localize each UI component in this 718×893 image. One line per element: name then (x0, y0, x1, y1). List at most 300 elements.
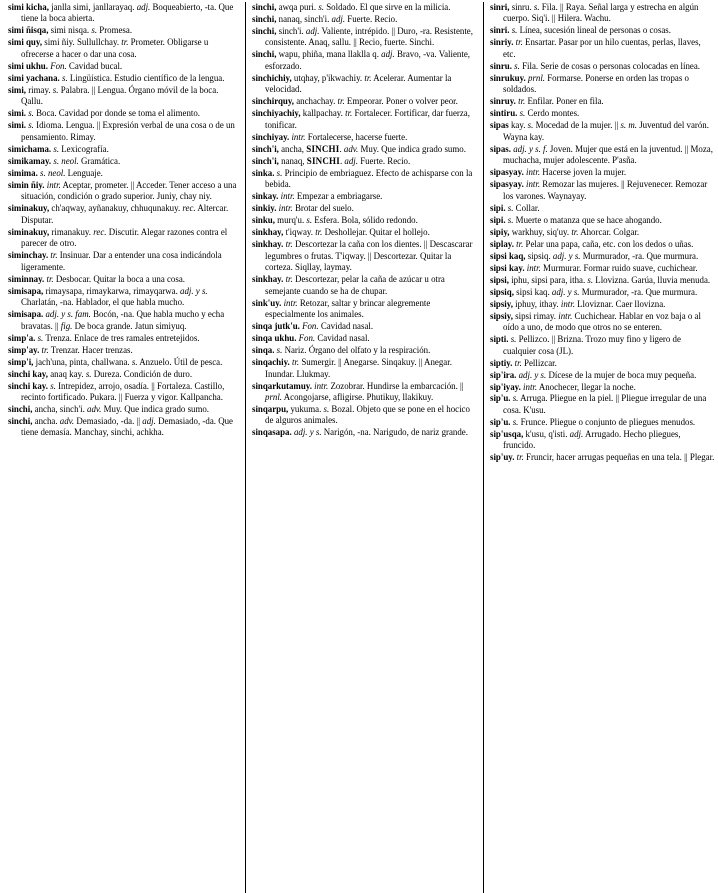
grammar-abbreviation: s. (62, 72, 68, 83)
headword: simisapa. (8, 309, 44, 320)
dictionary-entry (252, 168, 478, 191)
dictionary-entry (8, 61, 240, 72)
headword: simp'i, (8, 356, 34, 367)
definition-text: murq'u. (274, 215, 307, 226)
headword: sipas (490, 120, 509, 131)
grammar-abbreviation: s. (131, 356, 138, 367)
definition-text: Fila. || Raya. Señal larga y estrecha en algún cuerpo. Siq'i. || Hilera. Wachu. (503, 2, 699, 24)
dictionary-entry (8, 203, 240, 226)
headword: sinch'i, (252, 143, 279, 154)
dictionary-entry (490, 452, 715, 463)
definition-text: Descortezar la caña con los dientes. || Descascarar legumbres o frutas. T'iqway. || Descortezar. Quitar la corteza. Siqllay, laymay. (265, 239, 473, 273)
grammar-abbreviation: adv. (87, 403, 102, 414)
definition-text: Mocedad de la mujer. || (533, 120, 621, 131)
grammar-abbreviation: adv. (59, 415, 75, 426)
definition-text: Zozobrar. Hundirse la embarcación. || (328, 380, 464, 391)
grammar-abbreviation: adj. y s. (552, 250, 581, 261)
dictionary-entry (252, 132, 478, 143)
definition-text: Fuerte. Recio. (357, 155, 411, 166)
grammar-abbreviation: tr. (337, 96, 345, 107)
definition-text: rimay. (26, 84, 53, 95)
definition-text: Dureza. Condición de duro. (91, 368, 193, 379)
dictionary-entry (8, 37, 240, 60)
grammar-abbreviation: tr. (516, 452, 524, 463)
grammar-abbreviation: adj. (344, 155, 358, 166)
headword: sip'u. (490, 393, 511, 404)
grammar-abbreviation: s. neol. (53, 155, 79, 166)
dictionary-entry (252, 357, 478, 380)
headword: sipiy, (490, 226, 510, 237)
grammar-abbreviation: adj. y s. fam. (45, 309, 91, 320)
definition-text: Altercar. Disputar. (21, 203, 229, 225)
dictionary-entry (490, 203, 715, 214)
grammar-abbreviation: intr. (291, 131, 306, 142)
definition-text: Trenzar. Hacer trenzas. (48, 344, 133, 355)
headword: sinri. (490, 25, 510, 36)
dictionary-entry (490, 179, 715, 202)
definition-text: Bozal. Objeto que se pone en el hocico de alguros animales. (265, 403, 470, 426)
definition-text: Fila. Serie de cosas o personas colocadas en línea. (519, 60, 701, 71)
grammar-abbreviation: Fon. (50, 60, 67, 71)
dictionary-entry (490, 120, 715, 143)
grammar-abbreviation: tr. (571, 226, 579, 237)
dictionary-entry (490, 227, 715, 238)
definition-text: Pellizcar. (521, 357, 557, 368)
headword: simi, (8, 84, 26, 95)
definition-text: Llovizna. Garúa, lluvia menuda. (593, 274, 711, 285)
grammar-abbreviation: tr. (285, 274, 293, 285)
dictionary-entry (490, 287, 715, 298)
dictionary-entry (490, 61, 715, 72)
headword: simi. (8, 120, 26, 131)
definition-text: t'iqway. (283, 227, 316, 238)
definition-text: warkhuy, siq'uy. (509, 226, 572, 237)
headword: simi quy, (8, 37, 43, 48)
definition-text: Charlatán, -na. Hablador, el que habla mucho. (21, 297, 185, 308)
definition-text: Pelar una papa, caña, etc. con los dedos o uñas. (523, 238, 694, 249)
headword: sinchichiy, (252, 72, 292, 83)
dictionary-entry (252, 49, 478, 72)
dictionary-entry (8, 250, 240, 273)
dictionary-entry (490, 263, 715, 274)
definition-text: Bocón, -na. Que habla mucho y echa bravatas. || (21, 309, 225, 331)
grammar-abbreviation: intr. (283, 297, 298, 308)
headword: sinchi, (8, 403, 33, 414)
headword: sinkhay. (252, 239, 284, 250)
definition-text: Ensartar. Pasar por un hilo cuentas, perlas, llaves, etc. (503, 37, 701, 59)
definition-text: Murmurador, -ra. Que murmura. (579, 286, 698, 297)
definition-text: anchachay. (294, 96, 338, 107)
dictionary-entry (490, 358, 715, 369)
definition-text: Esfera. Bola, sólido redondo. (312, 215, 418, 226)
definition-text: Hacerse joven la mujer. (540, 167, 627, 178)
headword: sipsi, (490, 274, 509, 285)
definition-text: Arrugado. Hecho pliegues, fruncido. (503, 428, 681, 451)
dictionary-entry (252, 239, 478, 273)
grammar-abbreviation: adj. y s. (518, 369, 547, 380)
headword: simi ñisqa, (8, 25, 49, 36)
grammar-abbreviation: tr. (516, 238, 524, 249)
definition-text: Arruga. Pliegue en la piel. || Pliegue irregular de una cosa. K'usu. (503, 393, 707, 415)
dictionary-entry (252, 381, 478, 404)
grammar-abbreviation: s. (587, 274, 594, 285)
grammar-abbreviation: adj. (305, 25, 320, 36)
definition-text: Brotar del suelo. (292, 203, 354, 214)
headword: sinkhay, (252, 227, 284, 238)
headword: simin ñiy. (8, 179, 45, 190)
grammar-abbreviation: intr. (280, 191, 295, 202)
dictionary-entry (490, 144, 715, 167)
headword: sip'iyay. (490, 381, 521, 392)
grammar-abbreviation: adj. (142, 415, 156, 426)
definition-text: Pellizco. || Brizna. Trozo muy fino y ligero de cualquier cosa (JL). (503, 334, 681, 356)
headword: sinchi, (252, 13, 277, 24)
definition-text: Cavidad nasal. (318, 321, 374, 332)
grammar-abbreviation: tr. (291, 357, 300, 368)
definition-text: Empeorar. Poner o volver peor. (344, 96, 458, 107)
grammar-abbreviation: s. neol. (40, 167, 66, 178)
grammar-abbreviation: s. (53, 143, 60, 154)
grammar-abbreviation: adj. (381, 49, 395, 60)
dictionary-entry (252, 345, 478, 356)
dictionary-entry (490, 417, 715, 428)
headword: siplay. (490, 238, 514, 249)
grammar-abbreviation: tr. (315, 227, 323, 238)
definition-text: Línea, sucesión lineal de personas o cosas. (517, 25, 671, 36)
definition-text: Fortalecerse, hacerse fuerte. (305, 131, 408, 142)
definition-text: Anochecer, llegar la noche. (537, 381, 636, 392)
definition-text: Demasiado, -da. Que tiene demasía. Manchay, sinchi, achkha. (21, 415, 233, 438)
definition-text: Boqueabierto, -ta. Que tiene la boca abierta. (21, 2, 234, 24)
definition-text: Soldado. El que sirve en la milicia. (324, 2, 451, 12)
definition-text: Palabra. || Lengua. Órgano móvil de la boca. Qallu. (21, 84, 219, 107)
definition-text: simi nisqa. (48, 25, 92, 36)
grammar-abbreviation: rec. (93, 226, 107, 237)
headword: sinchi, (8, 415, 33, 426)
headword: sinqa ukhu. (252, 333, 297, 344)
definition-text: sinru. (509, 2, 534, 12)
definition-text: Enfilar. Poner en fila. (525, 96, 604, 107)
grammar-abbreviation: s. (276, 345, 283, 356)
dictionary-entry (8, 286, 240, 309)
dictionary-entry (490, 311, 715, 334)
definition-text: Collar. (513, 202, 540, 213)
grammar-abbreviation: tr. (46, 273, 54, 284)
dictionary-entry (8, 227, 240, 250)
definition-text: wapu, phiña, mana llaklla q. (276, 49, 382, 60)
headword: sip'ira. (490, 369, 517, 380)
definition-text: ch'aqway, ayñanakuy, chhuqunakuy. (49, 203, 183, 214)
headword: siminakuy, (8, 203, 50, 214)
definition-text: Dícese de la mujer de boca muy pequeña. (546, 369, 697, 380)
dictionary-entry (252, 14, 478, 25)
headword: sinqachiy. (252, 357, 290, 368)
definition-text: ancha, (278, 143, 307, 154)
dictionary-entry (252, 73, 478, 96)
headword: sinchi, (252, 25, 277, 36)
dictionary-entry (8, 2, 240, 25)
grammar-abbreviation: s. (323, 403, 330, 414)
dictionary-entry (490, 334, 715, 357)
definition-text: sipsiq. (525, 250, 553, 261)
dictionary-entry (252, 108, 478, 131)
dictionary-entry (8, 345, 240, 356)
dictionary-entry (490, 96, 715, 107)
headword: sinch'i, (252, 155, 279, 166)
headword: sipsiy, (490, 310, 513, 321)
grammar-abbreviation: s. (512, 416, 519, 427)
grammar-abbreviation: prnl. (265, 391, 283, 402)
definition-text: Juventud del varón. Wayna kay. (503, 120, 709, 142)
definition-text: Boca. Cavidad por donde se toma el alimento. (33, 108, 201, 119)
headword: sinriy. (490, 37, 514, 48)
dictionary-entry (252, 156, 478, 167)
definition-text: Muy. Que indica grado sumo. (101, 403, 210, 414)
grammar-abbreviation: tr. (515, 37, 523, 48)
dictionary-entry (8, 73, 240, 84)
grammar-abbreviation: s. (533, 2, 540, 12)
dictionary-entry (490, 2, 715, 25)
headword: sipi. (490, 202, 506, 213)
headword: sintiru. (490, 108, 518, 119)
headword: sinchiyachiy, (252, 108, 301, 119)
grammar-abbreviation: Fon. (302, 321, 319, 332)
dictionary-entry (490, 299, 715, 310)
grammar-abbreviation: s. (52, 84, 59, 95)
dictionary-entry (252, 203, 478, 214)
dictionary-entry (252, 321, 478, 332)
headword: simi kicha, (8, 2, 49, 12)
dictionary-entry (490, 37, 715, 60)
headword: sinkay. (252, 191, 279, 202)
dictionary-entry (490, 108, 715, 119)
definition-text: Deshollejar. Quitar el hollejo. (322, 227, 430, 238)
definition-text: Nariz. Órgano del olfato y la respiración. (282, 345, 431, 356)
headword: simima. (8, 167, 38, 178)
definition-text: Fortalecer. Fortificar, dar fuerza, tonificar. (265, 108, 470, 130)
headword: siminchay. (8, 250, 49, 261)
dictionary-entry (252, 26, 478, 49)
dictionary-entry (490, 215, 715, 226)
dictionary-entry (8, 357, 240, 368)
definition-text: yukuma. (288, 403, 324, 414)
dictionary-entry (8, 381, 240, 404)
definition-text: simi ñiy. Sullullchay. (42, 37, 122, 48)
definition-text: Retozar, saltar y brincar alegremente especialmente los animales. (265, 297, 431, 320)
headword: simp'a. (8, 332, 36, 343)
definition-text: ancha, sinch'i. (32, 403, 88, 414)
dictionary-entry (490, 370, 715, 381)
dictionary-entry (252, 96, 478, 107)
definition-text: Bravo, -va. Valiente, esforzado. (265, 49, 470, 71)
headword: sinchirquy, (252, 96, 295, 107)
headword: sinkiy. (252, 203, 277, 214)
dictionary-entry (8, 274, 240, 285)
dictionary-entry (8, 309, 240, 332)
dictionary-entry (490, 167, 715, 178)
headword: sipasyay. (490, 179, 524, 190)
definition-text: Promesa. (97, 25, 133, 36)
definition-text: Joven. Mujer que está en la juventud. || Moza, muchacha, mujer adolescente. P'asña. (503, 143, 713, 166)
headword: simisapa, (8, 285, 44, 296)
headword: simi. (8, 108, 26, 119)
definition-text: Cavidad bucal. (66, 60, 123, 71)
definition-text: Remozar las mujeres. || Rejuvenecer. Remozar los varones. Waynayay. (503, 179, 708, 201)
definition-text: rimaysapa, rimaykarwa, rimayqarwa. (43, 285, 181, 296)
headword: sipsiq, (490, 286, 514, 297)
headword: sipi. (490, 214, 506, 225)
dictionary-entry (252, 274, 478, 297)
dictionary-entry (490, 393, 715, 416)
grammar-abbreviation: s. m. (620, 120, 637, 131)
dictionary-entry (8, 144, 240, 155)
headword: sinqa jutk'u. (252, 321, 300, 332)
grammar-abbreviation: tr. (121, 37, 129, 48)
definition-text: Muy. Que indica grado sumo. (358, 143, 466, 154)
definition-text: sipsi kaq. (513, 286, 552, 297)
grammar-abbreviation: s. (511, 25, 518, 36)
grammar-abbreviation: prnl. (528, 72, 546, 83)
definition-text: Cerdo montes. (525, 108, 580, 119)
definition-text: Gramática. (78, 155, 121, 166)
dictionary-entry (490, 25, 715, 36)
dictionary-entry (252, 144, 478, 155)
definition-text: Sumergir. || Anegarse. Sinqakuy. || Anegar. Inundar. Llukmay. (265, 357, 452, 379)
dictionary-entry (490, 239, 715, 250)
headword: sipsi kaq, (490, 250, 526, 261)
grammar-abbreviation: s. (514, 60, 520, 71)
dictionary-column-2 (245, 2, 483, 893)
grammar-abbreviation: intr. (46, 179, 61, 190)
definition-text: Valiente, intrépido. || Duro, -ra. Resistente, consistente. Anaq, sallu. || Recio, fuerte. Sinchi. (265, 25, 473, 48)
headword: sipsiy, (490, 298, 513, 309)
grammar-abbreviation: tr. (518, 96, 526, 107)
definition-text: kay. (508, 120, 528, 131)
definition-text: Murmurar. Formar ruido suave, cuchichear. (540, 262, 698, 273)
definition-text: . (339, 155, 345, 166)
definition-text: iphuy, ithay. (512, 298, 561, 309)
dictionary-column-3 (483, 2, 715, 893)
headword: sink'uy. (252, 297, 282, 308)
definition-text: Muerte o matanza que se hace ahogando. (513, 214, 662, 225)
dictionary-entry (8, 333, 240, 344)
definition-text: Lexicografía. (59, 143, 109, 154)
definition-text: k'usu, q'isti. (523, 428, 570, 439)
headword: sinqa. (252, 345, 275, 356)
dictionary-entry (8, 168, 240, 179)
definition-text: Narigón, -na. Narigudo, de nariz grande. (321, 427, 468, 438)
grammar-abbreviation: tr. (50, 250, 58, 261)
grammar-abbreviation: s. (50, 380, 56, 391)
definition-text: Descortezar, pelar la caña de azúcar u otra semejante cuando se ha de chupar. (265, 274, 445, 296)
grammar-abbreviation: Fon. (298, 333, 316, 344)
definition-text: ancha. (32, 415, 60, 426)
grammar-abbreviation: adj. (331, 13, 346, 24)
grammar-abbreviation: s. (276, 167, 283, 178)
definition-text: Principio de embriaguez. Efecto de achisparse con la bebida. (265, 167, 473, 190)
definition-text: De boca grande. Jatun simiyuq. (72, 320, 187, 331)
definition-text: Empezar a embriagarse. (294, 191, 383, 202)
grammar-abbreviation: s. (85, 368, 92, 379)
grammar-abbreviation: intr. (314, 380, 329, 391)
grammar-abbreviation: s. (519, 108, 526, 119)
grammar-abbreviation: s. (318, 2, 325, 12)
definition-text: Murmurador, -ra. Que murmura. (580, 250, 699, 261)
dictionary-entry (8, 416, 240, 439)
grammar-abbreviation: intr. (278, 203, 293, 214)
headword: siminakuy, (8, 226, 50, 237)
dictionary-column-1 (8, 2, 245, 893)
headword: sinku, (252, 215, 275, 226)
dictionary-entry (8, 85, 240, 108)
headword: sinqasapa. (252, 427, 292, 438)
headword: sinqarpu, (252, 403, 289, 414)
definition-text: sinch'i. (276, 25, 306, 36)
headword: sipas. (490, 143, 511, 154)
definition-text: Frunce. Pliegue o conjunto de pliegues menudos. (518, 416, 696, 427)
grammar-abbreviation: intr. (526, 167, 541, 178)
grammar-abbreviation: fig. (60, 320, 73, 331)
dictionary-entry (252, 215, 478, 226)
headword: sipti. (490, 334, 509, 345)
definition-text: Acongojarse, afligirse. Phutikuy, llakikuy. (282, 391, 434, 402)
grammar-abbreviation: adj. (136, 2, 151, 12)
grammar-abbreviation: adv. (343, 143, 359, 154)
headword: sinchiyay. (252, 131, 290, 142)
dictionary-entry (252, 427, 478, 438)
dictionary-entry (252, 2, 478, 13)
definition-text: . (339, 143, 344, 154)
definition-text: janlla simi, janllarayaq. (48, 2, 137, 12)
grammar-abbreviation: tr. (285, 239, 293, 250)
headword: sinri, (490, 2, 510, 12)
headword: sinchi kay, (8, 368, 48, 379)
grammar-abbreviation: s. (91, 25, 98, 36)
definition-text: Intrepidez, arrojo, osadía. || Fortaleza. Castillo, recinto fortificado. Pukara. || Fuerza y vigor. Kallpancha. (21, 380, 225, 402)
dictionary-entry (8, 108, 240, 119)
definition-text: Acelerar. Aumentar la velocidad. (265, 72, 452, 95)
definition-text: iphu, sipsi para, itha. (509, 274, 588, 285)
dictionary-entry (252, 404, 478, 427)
headword: simikamay. (8, 155, 52, 166)
headword: sinruy. (490, 96, 516, 107)
headword: simichama. (8, 143, 52, 154)
grammar-abbreviation: s. (507, 214, 514, 225)
dictionary-entry (490, 429, 715, 452)
definition-text: Aceptar, prometer. || Acceder. Tener acceso a una situación, condición o grado superior. Juniy, chay niy. (21, 179, 237, 202)
dictionary-entry (252, 333, 478, 344)
definition-text: sipsi rimay. (512, 310, 559, 321)
grammar-abbreviation: intr. (523, 381, 538, 392)
definition-text: Insinuar. Dar a entender una cosa indicándola ligeramente. (21, 250, 222, 272)
definition-text: Cavidad nasal. (315, 333, 370, 344)
definition-text: Formarse. Ponerse en orden las tropas o soldados. (503, 72, 689, 95)
definition-text: utqhay, p'ikwachiy. (291, 72, 365, 83)
dictionary-entry (8, 180, 240, 203)
headword: sinru. (490, 60, 512, 71)
dictionary-entry (252, 191, 478, 202)
headword: siminnay. (8, 273, 45, 284)
definition-text: Prometer. Obligarse u ofrecerse a hacer o dar una cosa. (21, 37, 209, 59)
definition-text: awqa puri. (276, 2, 319, 12)
dictionary-entry (490, 73, 715, 96)
dictionary-entry (490, 382, 715, 393)
definition-text: Anzuelo. Útil de pesca. (137, 356, 223, 367)
grammar-abbreviation: s. (28, 108, 34, 119)
dictionary-entry (490, 251, 715, 262)
headword: sinchi, (252, 49, 277, 60)
definition-text: Fruncir, hacer arrugas pequeñas en una tela. || Plegar. (523, 452, 715, 463)
